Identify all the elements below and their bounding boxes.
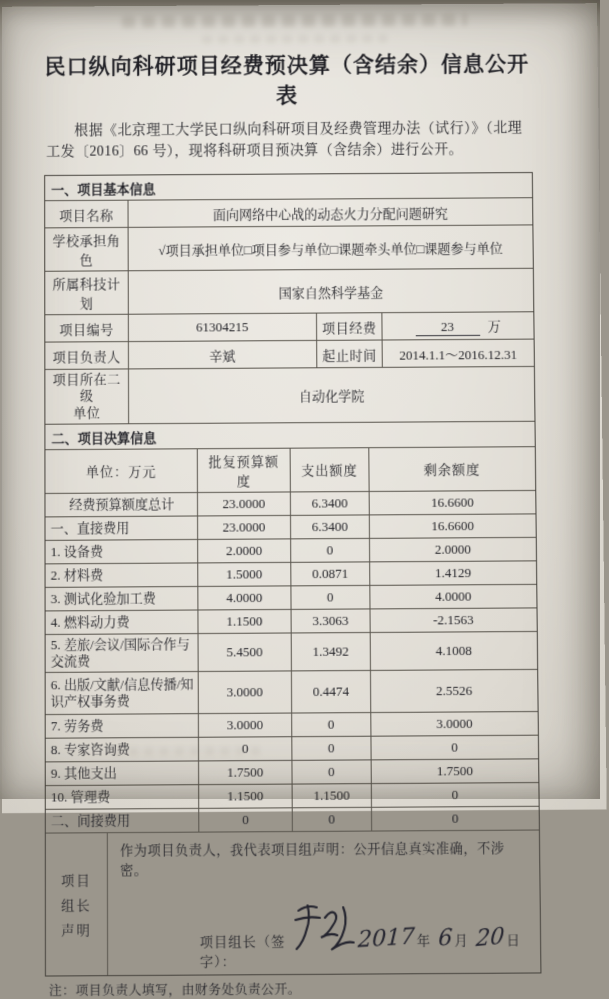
- date-month: 6: [437, 924, 453, 952]
- table-row: [45, 225, 533, 271]
- intro-paragraph: 根据《北京理工大学民口纵向科研项目及经费管理办法（试行）》（北理工发〔2016〕66 号），现将科研项目预决算（含结余）进行公开。: [46, 120, 523, 160]
- budget-row: 6. 出版/文献/信息传播/知识产权事务费 3.0000 0.4474 2.5526: [46, 669, 538, 714]
- budget-row: 1. 设备费 2.0000 0 2.0000: [46, 537, 536, 564]
- table-row: [45, 339, 534, 369]
- funds-label: 项目经费: [316, 313, 382, 341]
- budget-row: 3. 测试化验加工费 4.0000 0 4.0000: [46, 584, 537, 611]
- funds-amount: 23: [415, 319, 480, 337]
- declaration-label: 项目 组长 声明: [46, 833, 108, 975]
- declaration-statement: 作为项目负责人，我代表项目组声明：公开信息真实准确，不涉密。: [120, 839, 505, 878]
- date-day: 20: [474, 923, 506, 953]
- sign-label: 项目组长（签字）：: [199, 933, 286, 970]
- budget-row: 二、间接费用 0 0 0: [46, 806, 539, 832]
- funds-unit: 万: [487, 318, 501, 334]
- page-title: 民口纵向科研项目经费预决算（含结余）信息公开表: [44, 52, 530, 108]
- budget-row: 经费预算额度总计 23.0000 6.3400 16.6600: [45, 490, 535, 516]
- project-name-value: 面向网络中心战的动态火力分配问题研究: [128, 198, 532, 228]
- budget-row: 2. 材料费 1.5000 0.0871 1.4129: [46, 561, 537, 588]
- project-number-label: 项目编号: [45, 314, 128, 342]
- budget-row: 9. 其他支出 1.7500 0 1.7500: [46, 759, 539, 786]
- period-label: 起止时间: [316, 340, 382, 368]
- column-header-budget: 批复预算额度: [197, 448, 290, 492]
- document-content: [2, 3, 609, 999]
- budget-row: 10. 管理费 1.1500 1.1500 0: [46, 782, 539, 809]
- role-checkboxes: √项目承担单位□项目参与单位□课题牵头单位□课题参与单位: [128, 225, 533, 271]
- signature-ink-icon: [290, 898, 358, 952]
- plan-label: 所属科技计划: [45, 271, 128, 315]
- leader-value: 辛斌: [128, 340, 316, 369]
- form-table: [44, 172, 541, 976]
- basic-info-table: [45, 197, 534, 423]
- table-row: [45, 366, 534, 423]
- plan-value: 国家自然科学基金: [128, 268, 533, 314]
- unit-label: 项目所在二级 单位: [45, 369, 128, 424]
- budget-table-header: [45, 446, 535, 493]
- funds-value-cell: [382, 312, 534, 340]
- declaration-body: [108, 830, 541, 975]
- budget-row: 7. 劳务费 3.0000 0 3.0000: [46, 711, 538, 738]
- column-header-remaining: 剩余额度: [368, 446, 535, 491]
- period-value: 2014.1.1～2016.12.31: [382, 339, 534, 367]
- project-name-label: 项目名称: [45, 200, 128, 228]
- section2-header: 二、项目决算信息: [45, 420, 534, 448]
- document-paper: [2, 3, 607, 999]
- column-header-unit: 单位：万元: [45, 448, 197, 493]
- budget-row: 8. 专家咨询费 0 0 0: [46, 735, 538, 762]
- budget-row: 4. 燃料动力费 1.1500 3.3063 -2.1563: [46, 608, 537, 635]
- declaration-row: [46, 829, 541, 975]
- signature-row: [120, 890, 530, 970]
- table-row: [45, 268, 533, 314]
- leader-label: 项目负责人: [45, 342, 128, 370]
- budget-table: [45, 446, 538, 832]
- budget-row: 一、直接费用 23.0000 6.3400 16.6600: [45, 514, 535, 540]
- table-row: [45, 312, 533, 342]
- project-number-value: 61304215: [128, 313, 316, 341]
- footnote: 注：项目负责人填写，由财务处负责公开。: [49, 981, 301, 999]
- budget-row: 5. 差旅/会议/国际合作与交流费 5.4500 1.3492 4.1008: [46, 631, 538, 672]
- role-label: 学校承担角色: [45, 227, 128, 271]
- column-header-spent: 支出额度: [290, 447, 369, 491]
- table-row: [45, 198, 532, 228]
- section1-header: 一、项目基本信息: [51, 181, 156, 198]
- unit-value: 自动化学院: [128, 366, 534, 423]
- date-year: 2017: [357, 923, 416, 954]
- handwritten-signature: [290, 898, 358, 958]
- handwritten-date: 2017年 6月 20日: [357, 923, 520, 954]
